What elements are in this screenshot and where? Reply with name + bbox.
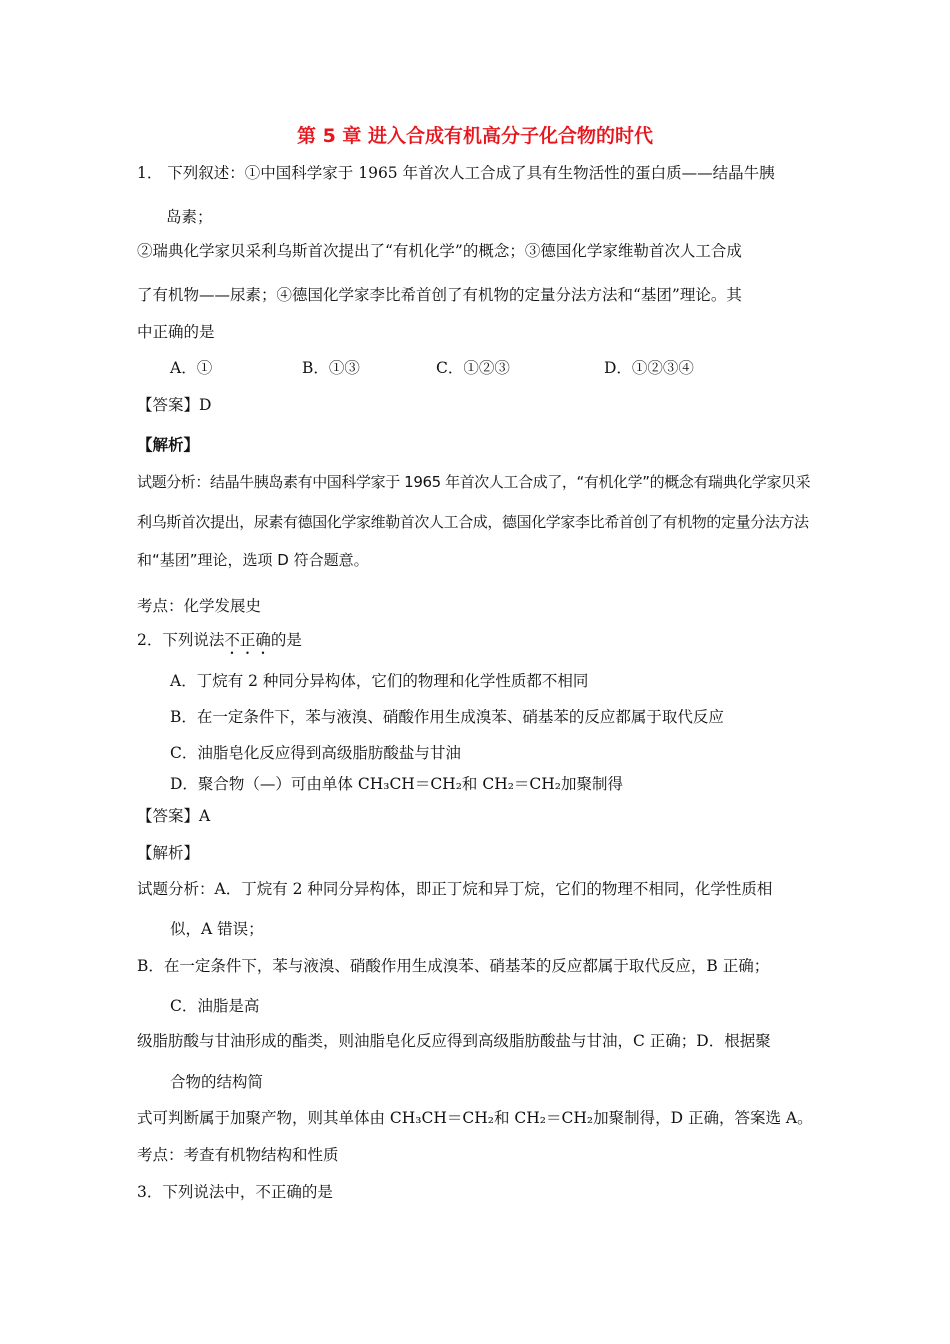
q2-analysis-line6: 合物的结构简	[170, 1073, 264, 1091]
q1-answer: 【答案】D	[137, 396, 212, 414]
q2-kaodian: 考点：考查有机物结构和性质	[137, 1146, 339, 1164]
q2-stem-suffix: 的是	[270, 631, 302, 649]
q1-stem-line4: 了有机物——尿素；④德国化学家李比希首创了有机物的定量分法方法和“基团”理论。其	[137, 286, 742, 304]
q2-analysis-line3: B．在一定条件下，苯与液溴、硝酸作用生成溴苯、硝基苯的反应都属于取代反应，B 正确；	[137, 957, 770, 975]
q2-analysis-line4: C．油脂是高	[170, 997, 260, 1015]
q1-analysis-line3: 和“基团”理论，选项 D 符合题意。	[137, 551, 369, 569]
q2-analysis-line1: 试题分析：A．丁烷有 2 种同分异构体，即正丁烷和异丁烷，它们的物理不相同，化学性质相	[137, 880, 773, 898]
q2-stem-prefix: 2．下列说法	[137, 631, 225, 649]
q1-option-d: D．①②③④	[604, 359, 694, 377]
q1-analysis-line2: 利乌斯首次提出，尿素有德国化学家维勒首次人工合成，德国化学家李比希首创了有机物的定量分法方法	[137, 513, 809, 531]
q1-option-b: B．①③	[302, 359, 360, 377]
q1-stem-line5: 中正确的是	[137, 323, 215, 341]
q1-stem-line2: 岛素；	[166, 208, 213, 226]
q3-stem: 3．下列说法中，不正确的是	[137, 1183, 333, 1201]
chapter-title: 第 5 章 进入合成有机高分子化合物的时代	[296, 125, 654, 147]
q1-option-c: C．①②③	[436, 359, 510, 377]
q2-option-a: A．丁烷有 2 种同分异构体，它们的物理和化学性质都不相同	[170, 672, 589, 690]
q2-stem	[137, 629, 302, 658]
q2-analysis-line5: 级脂肪酸与甘油形成的酯类，则油脂皂化反应得到高级脂肪酸盐与甘油，C 正确；D．根据聚	[137, 1032, 771, 1050]
q2-option-c: C．油脂皂化反应得到高级脂肪酸盐与甘油	[170, 744, 461, 762]
q2-stem-emphasis: 不正确	[224, 631, 271, 649]
q2-analysis-line2: 似，A 错误；	[170, 920, 264, 938]
q1-analysis-heading: 【解析】	[137, 436, 200, 454]
q2-answer: 【答案】A	[137, 807, 211, 825]
q1-option-a: A．①	[170, 359, 213, 377]
q2-analysis-line7: 式可判断属于加聚产物，则其单体由 CH₃CH＝CH₂和 CH₂＝CH₂加聚制得，D 正确，答案选 A。	[137, 1109, 813, 1127]
q2-option-d: D．聚合物（—）可由单体 CH₃CH＝CH₂和 CH₂＝CH₂加聚制得	[170, 775, 624, 793]
q1-stem-line3: ②瑞典化学家贝采利乌斯首次提出了“有机化学”的概念；③德国化学家维勒首次人工合成	[137, 242, 742, 260]
q2-analysis-heading: 【解析】	[137, 844, 200, 862]
q1-kaodian: 考点：化学发展史	[137, 597, 262, 615]
q1-stem-line1: 1． 下列叙述：①中国科学家于 1965 年首次人工合成了具有生物活性的蛋白质——结晶牛胰	[137, 164, 775, 182]
q2-option-b: B．在一定条件下，苯与液溴、硝酸作用生成溴苯、硝基苯的反应都属于取代反应	[170, 708, 724, 726]
q1-analysis-line1: 试题分析：结晶牛胰岛素有中国科学家于 1965 年首次人工合成了，“有机化学”的概念有瑞典化学家贝采	[137, 473, 811, 491]
